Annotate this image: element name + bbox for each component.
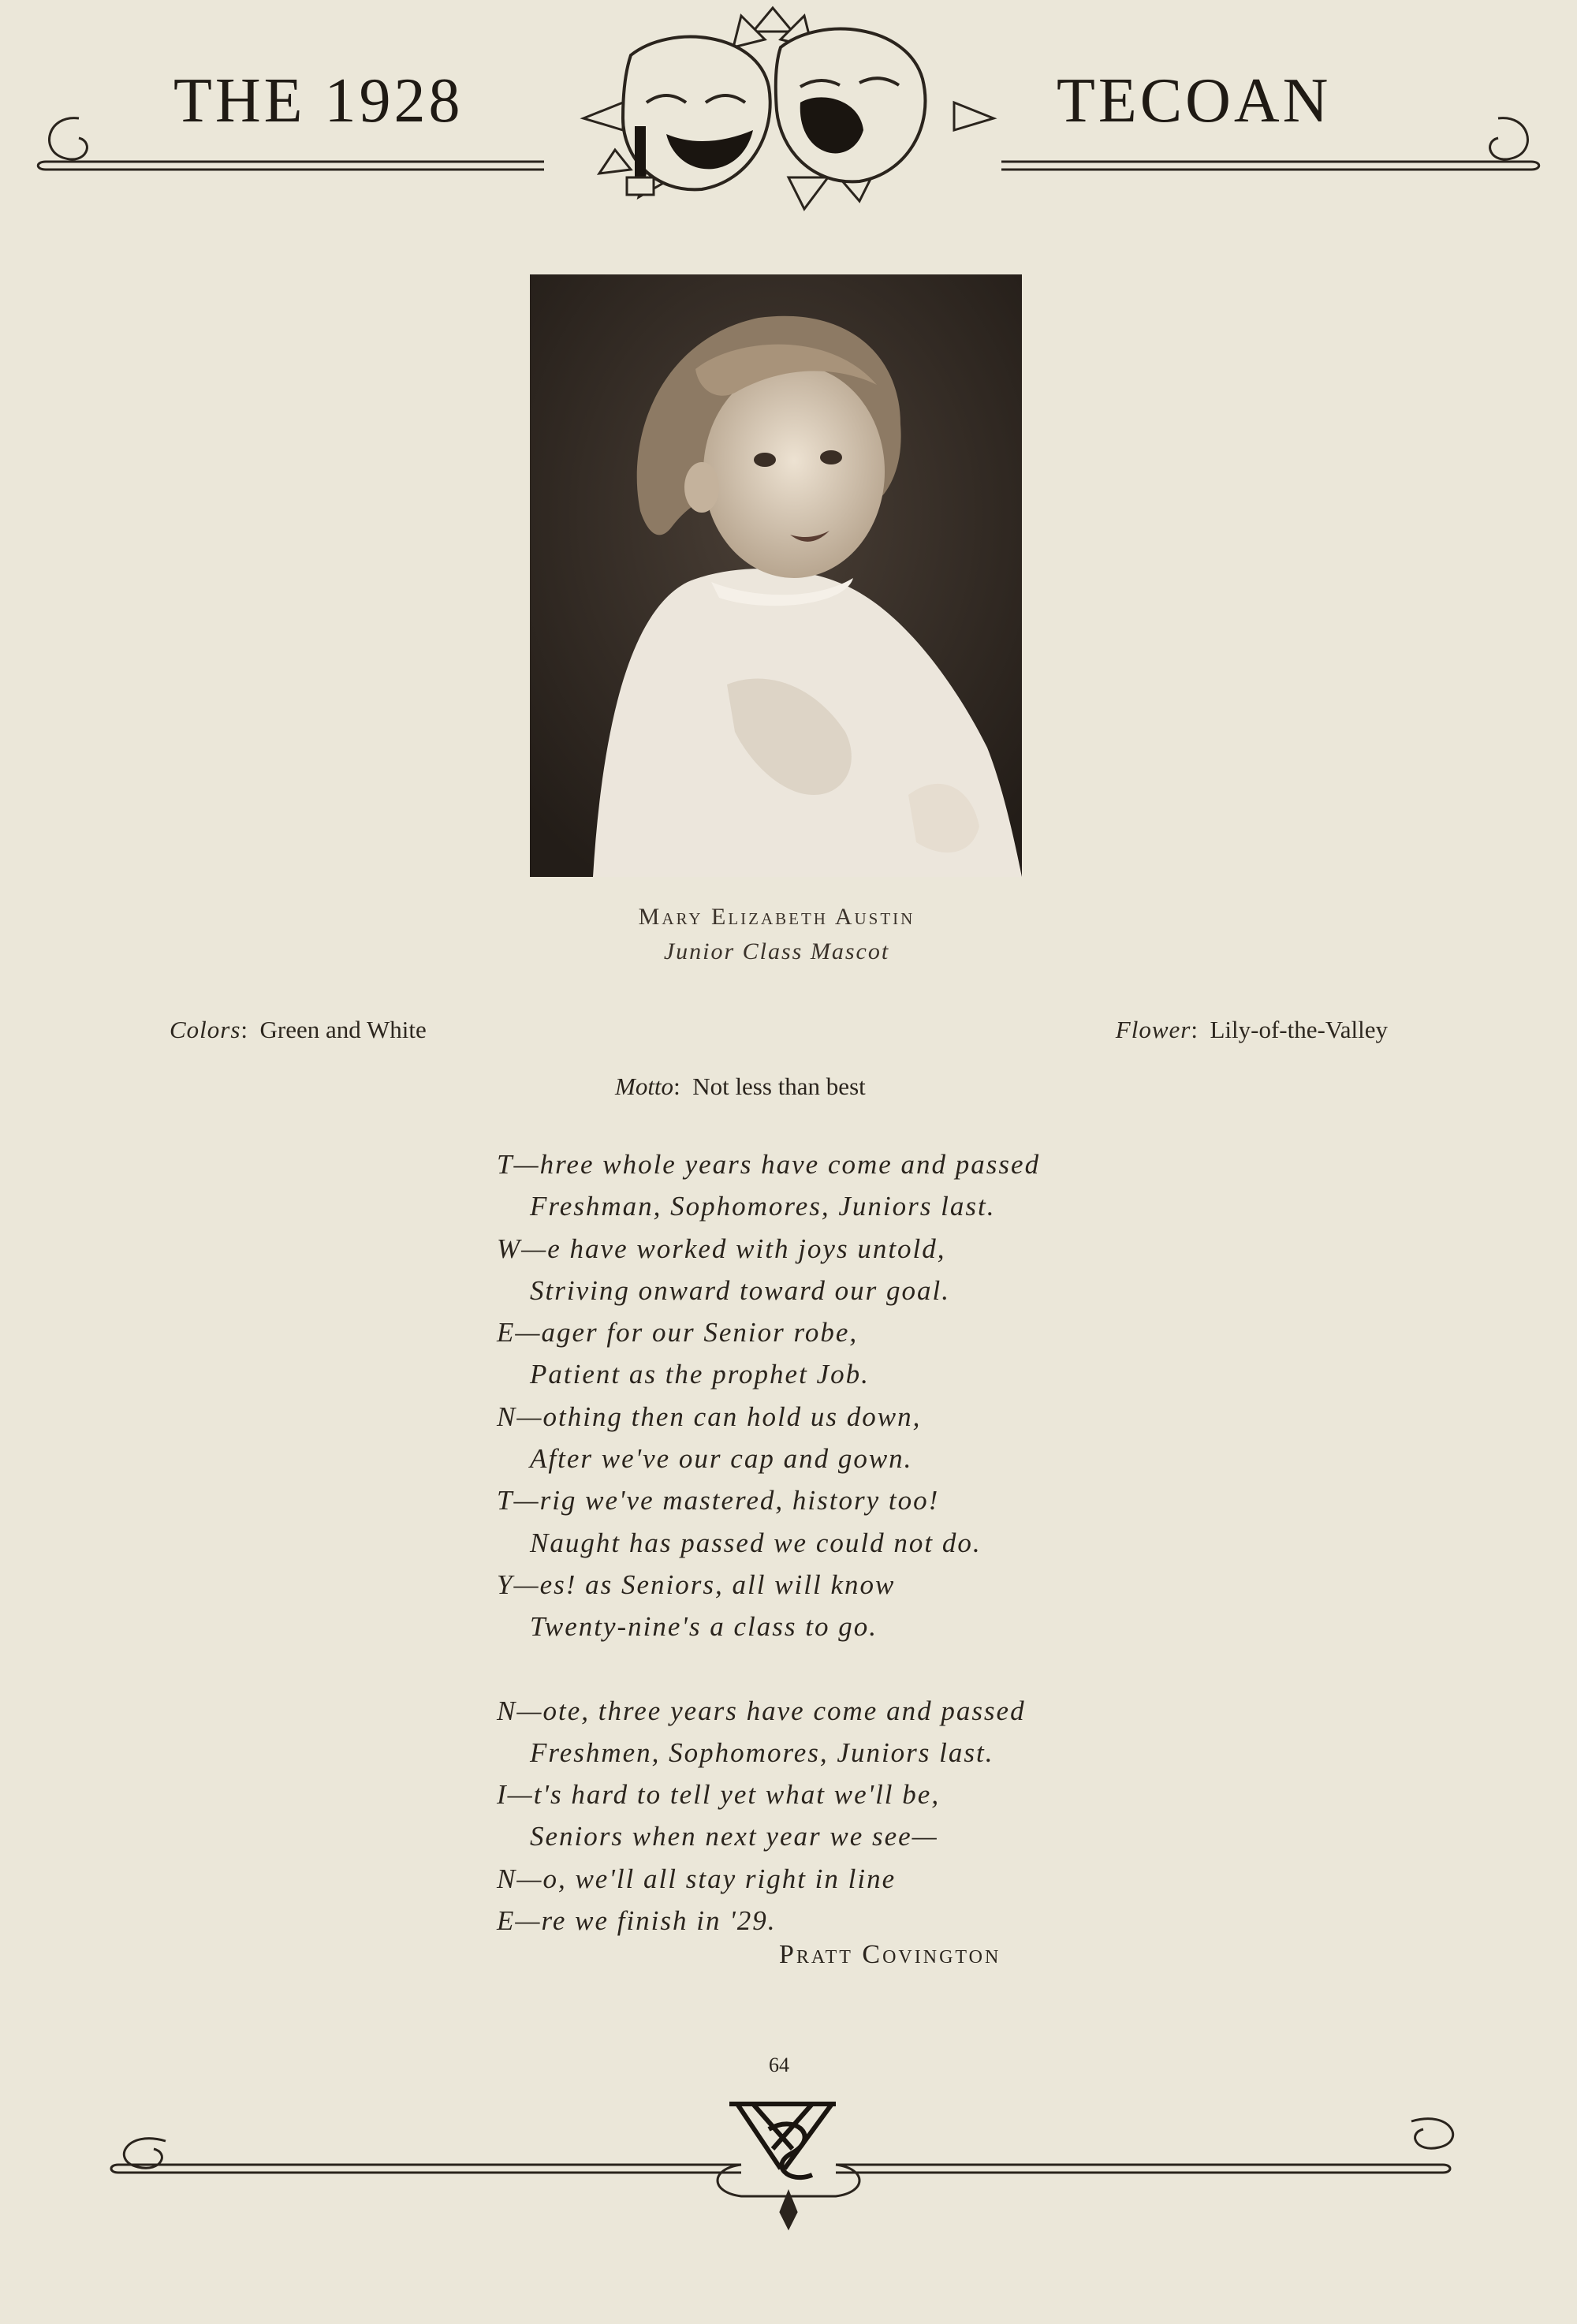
flower-label: Flower <box>1115 1016 1191 1043</box>
class-flower: Flower: Lily-of-the-Valley <box>1115 1016 1388 1043</box>
poem-line: N—o, we'll all stay right in line <box>497 1863 897 1894</box>
header-title-left: THE 1928 <box>173 66 464 136</box>
poem-line: I—t's hard to tell yet what we'll be, <box>497 1779 941 1811</box>
header-title-right: TECOAN <box>1057 66 1332 136</box>
mascot-name: Mary Elizabeth Austin <box>638 904 915 930</box>
poem-line: N—othing then can hold us down, <box>497 1401 922 1432</box>
poem-line: Y—es! as Seniors, all will know <box>497 1569 896 1600</box>
stanza-gap <box>497 1648 1206 1690</box>
poem-line: Striving onward toward our goal. <box>530 1274 950 1306</box>
poem-author: Pratt Covington <box>779 1940 1001 1969</box>
poem-line: Twenty-nine's a class to go. <box>530 1611 878 1643</box>
poem-line: T—hree whole years have come and passed <box>497 1149 1041 1180</box>
motto-value: Not less than best <box>692 1072 866 1100</box>
motto-label: Motto <box>615 1072 674 1100</box>
poem-line: W—e have worked with joys untold, <box>497 1233 946 1264</box>
poem-line: After we've our cap and gown. <box>530 1443 913 1475</box>
flower-value: Lily-of-the-Valley <box>1210 1016 1388 1043</box>
colors-label: Colors <box>170 1016 241 1043</box>
scroll-ornament-icon <box>0 2082 1577 2240</box>
mascot-photo <box>530 274 1022 877</box>
mascot-role: Junior Class Mascot <box>663 938 890 964</box>
header-ornament <box>0 0 1577 221</box>
poem-line: Seniors when next year we see— <box>530 1821 938 1852</box>
poem-line: Freshmen, Sophomores, Juniors last. <box>530 1736 994 1768</box>
poem-line: N—ote, three years have come and passed <box>497 1695 1026 1726</box>
poem-line: Freshman, Sophomores, Juniors last. <box>530 1191 996 1222</box>
page-number: 64 <box>769 2054 789 2076</box>
class-colors: Colors: Green and White <box>170 1016 427 1043</box>
poem-line: T—rig we've mastered, history too! <box>497 1485 940 1516</box>
class-motto: Motto: Not less than best <box>615 1072 866 1100</box>
poem-line: E—re we finish in '29. <box>497 1905 777 1937</box>
poem-line: E—ager for our Senior robe, <box>497 1317 859 1349</box>
acrostic-poem <box>497 1143 1206 1942</box>
comedy-tragedy-masks-icon <box>583 8 994 209</box>
poem-line: Naught has passed we could not do. <box>530 1527 982 1558</box>
colors-value: Green and White <box>259 1016 427 1043</box>
poem-line: Patient as the prophet Job. <box>530 1359 870 1390</box>
